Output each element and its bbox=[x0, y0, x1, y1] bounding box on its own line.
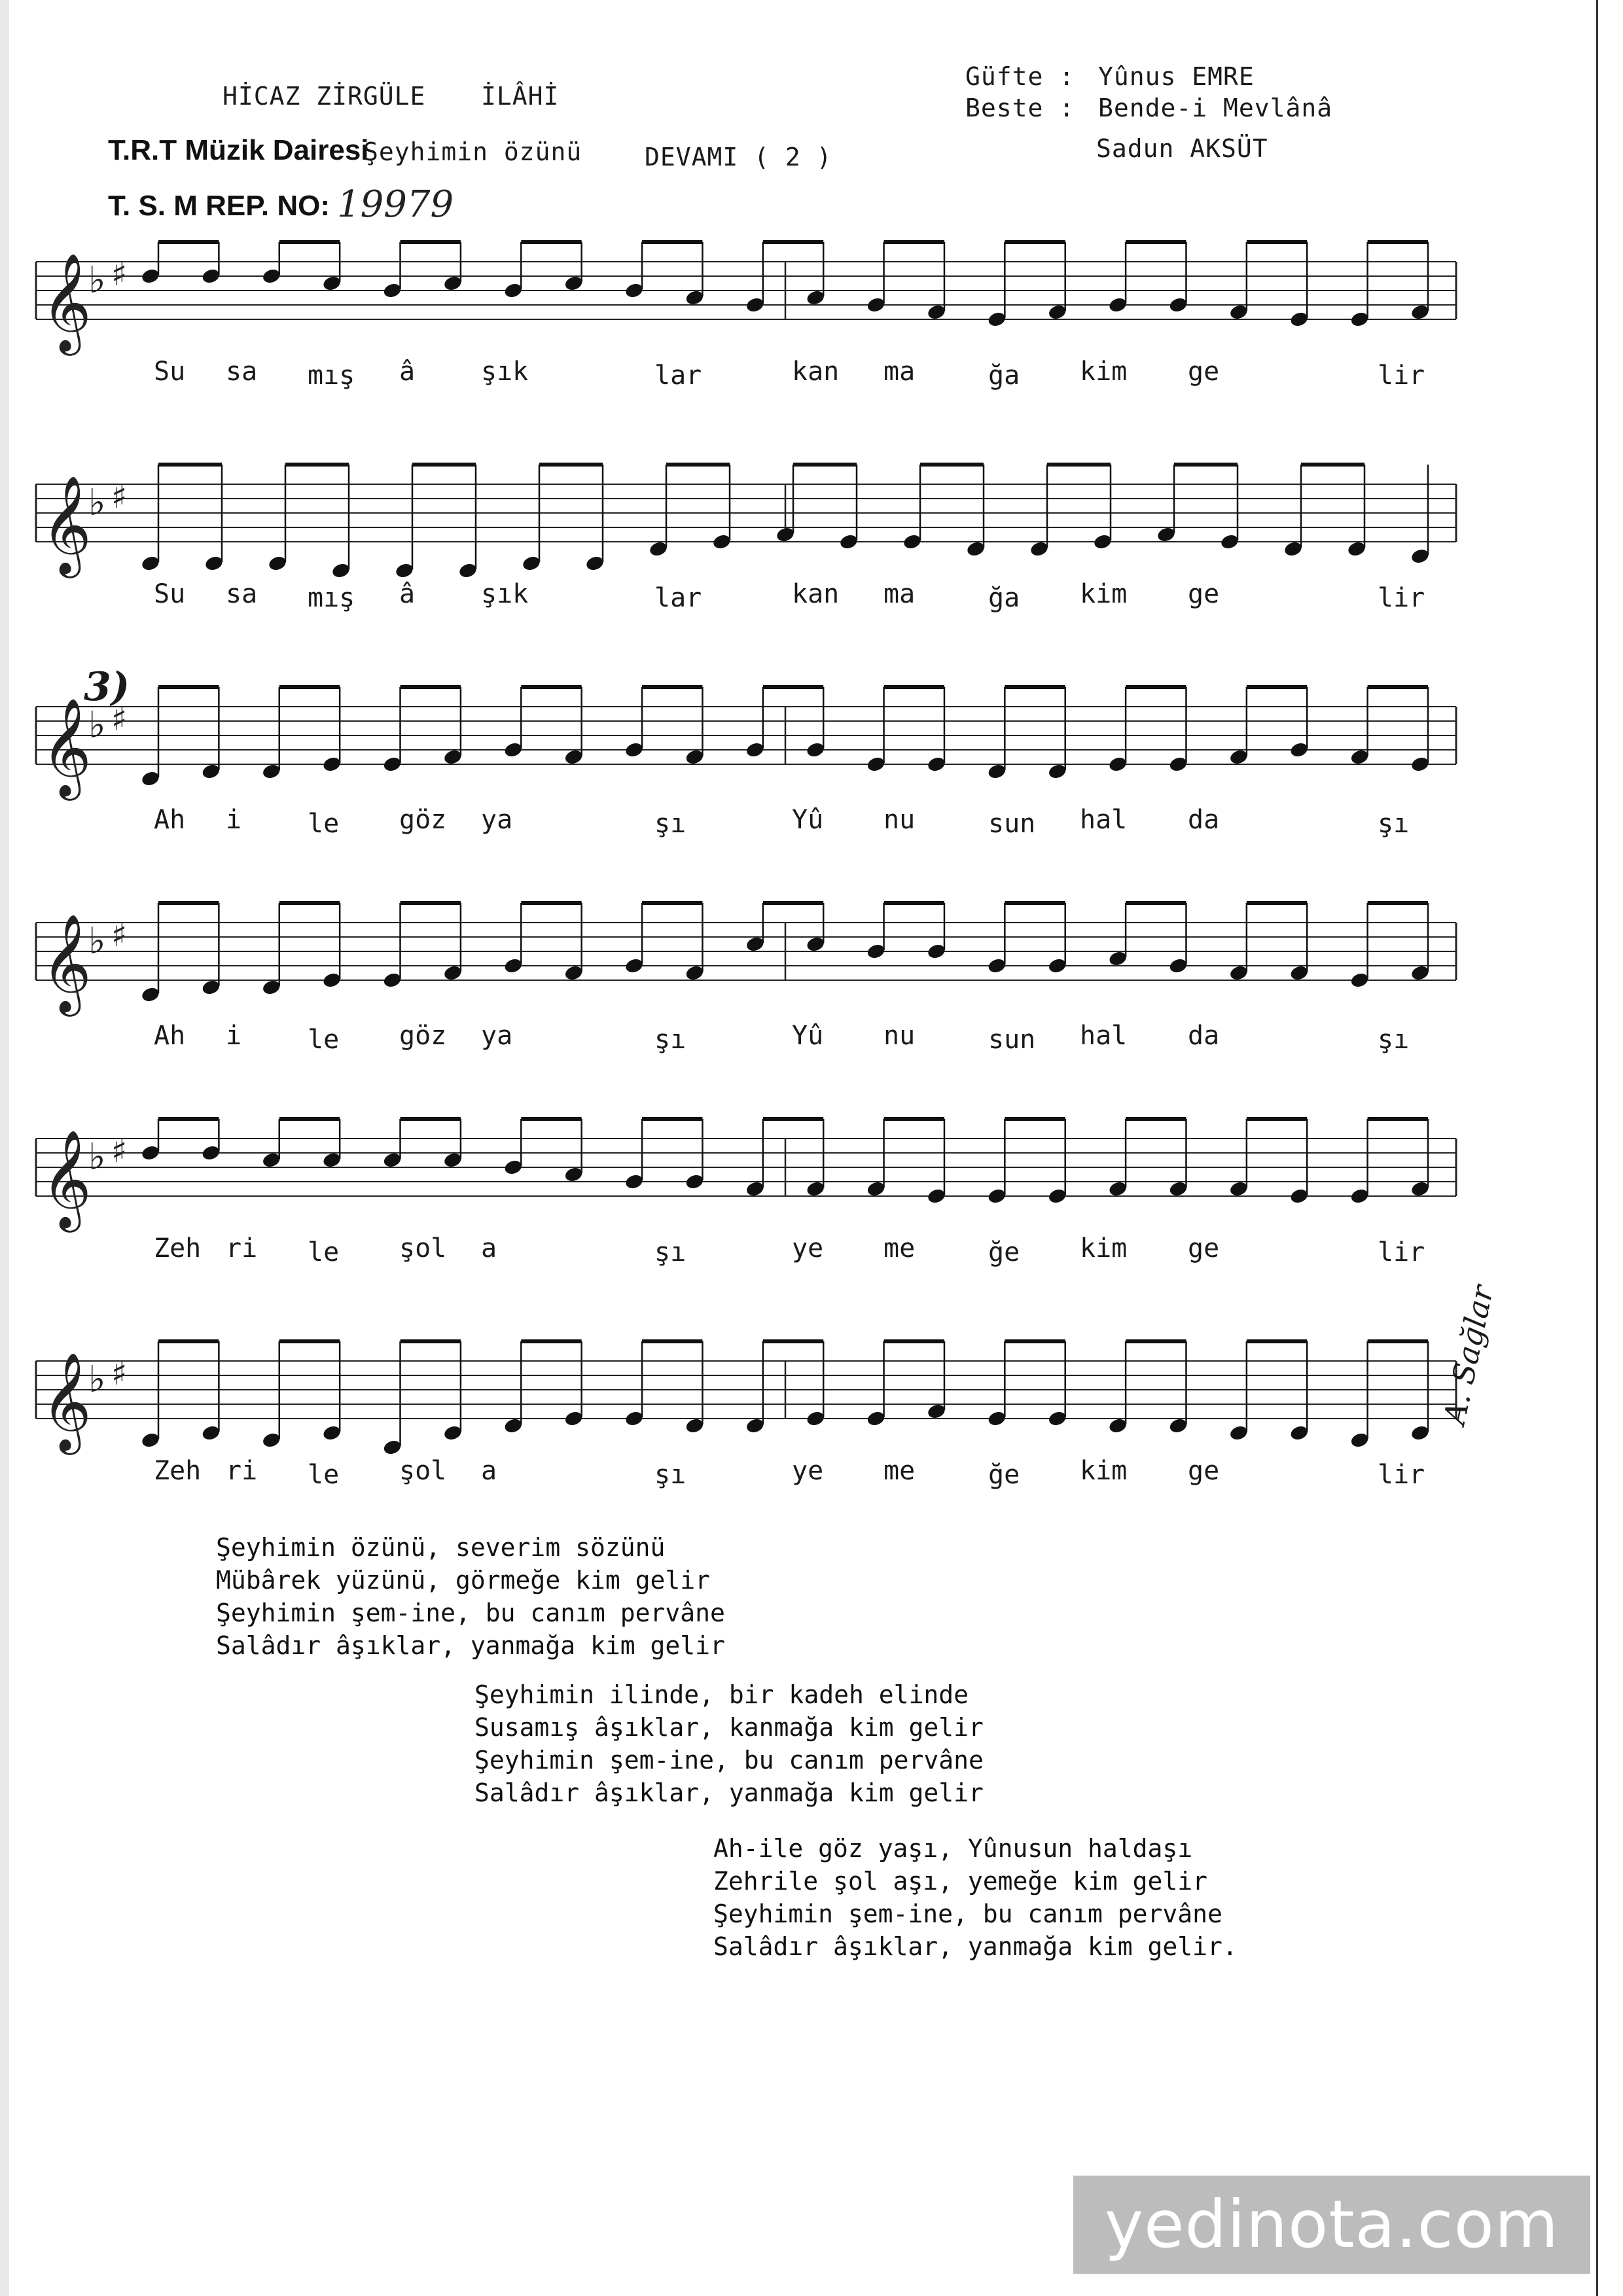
flat-sign-icon: ♭ bbox=[88, 1358, 106, 1401]
lyric-syllable: lir bbox=[1378, 1460, 1425, 1490]
treble-clef-icon: 𝄞 bbox=[41, 1129, 92, 1228]
treble-clef-icon: 𝄞 bbox=[41, 1351, 92, 1451]
lyric-syllable: ye bbox=[792, 1456, 824, 1486]
lyric-syllable: ri bbox=[226, 1233, 258, 1263]
sharp-sign-icon: ♯ bbox=[111, 255, 128, 293]
rep-label: T. S. M REP. NO: bbox=[108, 190, 330, 222]
institution-stamp: T.R.T Müzik Dairesi bbox=[108, 134, 369, 166]
stanza-line: Salâdır âşıklar, yanmağa kim gelir. bbox=[713, 1932, 1238, 1961]
lyric-syllable: kim bbox=[1080, 357, 1128, 387]
lyric-syllable: kim bbox=[1080, 1456, 1128, 1486]
stanza-3 bbox=[713, 1832, 1238, 1963]
lyric-syllable: le bbox=[308, 1025, 340, 1055]
lyric-syllable: şık bbox=[481, 357, 529, 387]
lyric-syllable: şık bbox=[481, 579, 529, 609]
lyric-syllable: Su bbox=[154, 357, 186, 387]
lyric-syllable: sa bbox=[226, 357, 258, 387]
stanza-line: Mübârek yüzünü, görmeğe kim gelir bbox=[216, 1566, 710, 1595]
lyric-syllable: ge bbox=[1188, 357, 1220, 387]
lyric-syllable: lir bbox=[1378, 583, 1425, 613]
lyric-syllable: Zeh bbox=[154, 1456, 202, 1486]
lyric-syllable: ğe bbox=[988, 1237, 1020, 1267]
stanza-line: Salâdır âşıklar, yanmağa kim gelir bbox=[474, 1778, 984, 1807]
lyric-syllable: le bbox=[308, 809, 340, 839]
flat-sign-icon: ♭ bbox=[88, 704, 106, 747]
lyric-syllable: göz bbox=[399, 805, 447, 835]
stanza-line: Şeyhimin özünü, severim sözünü bbox=[216, 1533, 666, 1562]
lyric-syllable: hal bbox=[1080, 805, 1128, 835]
treble-clef-icon: 𝄞 bbox=[41, 697, 92, 796]
lyric-syllable: ya bbox=[481, 1021, 513, 1051]
lyric-syllable: â bbox=[399, 357, 416, 387]
lyric-syllable: şol bbox=[399, 1233, 447, 1263]
lyric-syllable: a bbox=[481, 1456, 497, 1486]
sharp-sign-icon: ♯ bbox=[111, 1354, 128, 1392]
rep-number: 19979 bbox=[337, 183, 454, 226]
beste-value: Bende-i Mevlânâ bbox=[1098, 94, 1333, 122]
song-title: Şeyhimin özünü bbox=[363, 137, 582, 166]
lyric-syllable: şı bbox=[654, 1237, 687, 1267]
beste-label: Beste : bbox=[965, 94, 1075, 122]
lyric-syllable: da bbox=[1188, 1021, 1220, 1051]
stanza-line: Zehrile şol aşı, yemeğe kim gelir bbox=[713, 1867, 1207, 1896]
signature: A. Sağlar bbox=[1436, 1282, 1501, 1428]
lyric-syllable: lar bbox=[654, 583, 702, 613]
lyric-syllable: me bbox=[883, 1456, 916, 1486]
lyric-syllable: şol bbox=[399, 1456, 447, 1486]
lyric-syllable: le bbox=[308, 1237, 340, 1267]
lyric-syllable: Ah bbox=[154, 1021, 186, 1051]
lyric-syllable: şı bbox=[1378, 809, 1410, 839]
treble-clef-icon: 𝄞 bbox=[41, 474, 92, 574]
flat-sign-icon: ♭ bbox=[88, 259, 106, 302]
lyric-syllable: sun bbox=[988, 1025, 1036, 1055]
lyric-syllable: â bbox=[399, 579, 416, 609]
watermark: yedinota.com bbox=[1073, 2176, 1590, 2274]
stanza-line: Ah-ile göz yaşı, Yûnusun haldaşı bbox=[713, 1834, 1193, 1863]
lyric-syllable: ge bbox=[1188, 579, 1220, 609]
sharp-sign-icon: ♯ bbox=[111, 478, 128, 516]
lyric-syllable: Su bbox=[154, 579, 186, 609]
stanza-1 bbox=[216, 1531, 725, 1662]
section-mark: 3) bbox=[84, 664, 130, 710]
lyric-syllable: şı bbox=[654, 809, 687, 839]
treble-clef-icon: 𝄞 bbox=[41, 913, 92, 1012]
lyric-syllable: nu bbox=[883, 1021, 916, 1051]
makam-title: HİCAZ ZİRGÜLE bbox=[223, 82, 426, 111]
flat-sign-icon: ♭ bbox=[88, 1136, 106, 1178]
lyric-syllable: şı bbox=[1378, 1025, 1410, 1055]
gufte-value: Yûnus EMRE bbox=[1098, 62, 1255, 91]
stanza-line: Şeyhimin şem-ine, bu canım pervâne bbox=[216, 1598, 725, 1627]
lyric-syllable: ge bbox=[1188, 1233, 1220, 1263]
arranger: Sadun AKSÜT bbox=[1096, 134, 1268, 163]
lyric-syllable: hal bbox=[1080, 1021, 1128, 1051]
lyric-syllable: i bbox=[226, 805, 242, 835]
stanza-line: Şeyhimin şem-ine, bu canım pervâne bbox=[474, 1746, 984, 1775]
lyric-syllable: şı bbox=[654, 1025, 687, 1055]
lyric-syllable: ğa bbox=[988, 583, 1020, 613]
lyric-syllable: me bbox=[883, 1233, 916, 1263]
continuation-label: DEVAMI ( 2 ) bbox=[645, 143, 832, 171]
lyric-syllable: ma bbox=[883, 357, 916, 387]
gufte-label: Güfte : bbox=[965, 62, 1075, 91]
lyric-syllable: Zeh bbox=[154, 1233, 202, 1263]
lyric-syllable: le bbox=[308, 1460, 340, 1490]
lyric-syllable: ya bbox=[481, 805, 513, 835]
sharp-sign-icon: ♯ bbox=[111, 916, 128, 954]
stanza-line: Şeyhimin ilinde, bir kadeh elinde bbox=[474, 1680, 969, 1709]
lyric-syllable: sa bbox=[226, 579, 258, 609]
lyric-syllable: Ah bbox=[154, 805, 186, 835]
stanza-line: Şeyhimin şem-ine, bu canım pervâne bbox=[713, 1899, 1222, 1928]
lyric-syllable: da bbox=[1188, 805, 1220, 835]
stanza-line: Salâdır âşıklar, yanmağa kim gelir bbox=[216, 1631, 725, 1660]
lyric-syllable: Yû bbox=[792, 805, 824, 835]
lyric-syllable: kan bbox=[792, 357, 840, 387]
flat-sign-icon: ♭ bbox=[88, 920, 106, 963]
stanza-2 bbox=[474, 1678, 984, 1809]
lyric-syllable: Yû bbox=[792, 1021, 824, 1051]
lyric-syllable: lir bbox=[1378, 1237, 1425, 1267]
lyric-syllable: ri bbox=[226, 1456, 258, 1486]
lyric-syllable: sun bbox=[988, 809, 1036, 839]
form-title: İLÂHİ bbox=[481, 82, 560, 111]
stanza-line: Susamış âşıklar, kanmağa kim gelir bbox=[474, 1713, 984, 1742]
sharp-sign-icon: ♯ bbox=[111, 1132, 128, 1170]
lyric-syllable: lar bbox=[654, 361, 702, 391]
sharp-sign-icon: ♯ bbox=[111, 700, 128, 738]
lyric-syllable: a bbox=[481, 1233, 497, 1263]
lyric-syllable: ye bbox=[792, 1233, 824, 1263]
lyric-syllable: göz bbox=[399, 1021, 447, 1051]
lyric-syllable: nu bbox=[883, 805, 916, 835]
lyric-syllable: kim bbox=[1080, 579, 1128, 609]
lyric-syllable: kan bbox=[792, 579, 840, 609]
flat-sign-icon: ♭ bbox=[88, 482, 106, 524]
lyric-syllable: ğa bbox=[988, 361, 1020, 391]
treble-clef-icon: 𝄞 bbox=[41, 252, 92, 351]
lyric-syllable: mış bbox=[308, 361, 355, 391]
lyric-syllable: mış bbox=[308, 583, 355, 613]
lyric-syllable: i bbox=[226, 1021, 242, 1051]
lyric-syllable: ma bbox=[883, 579, 916, 609]
lyric-syllable: ge bbox=[1188, 1456, 1220, 1486]
lyric-syllable: şı bbox=[654, 1460, 687, 1490]
lyric-syllable: ğe bbox=[988, 1460, 1020, 1490]
lyric-syllable: kim bbox=[1080, 1233, 1128, 1263]
lyric-syllable: lir bbox=[1378, 361, 1425, 391]
